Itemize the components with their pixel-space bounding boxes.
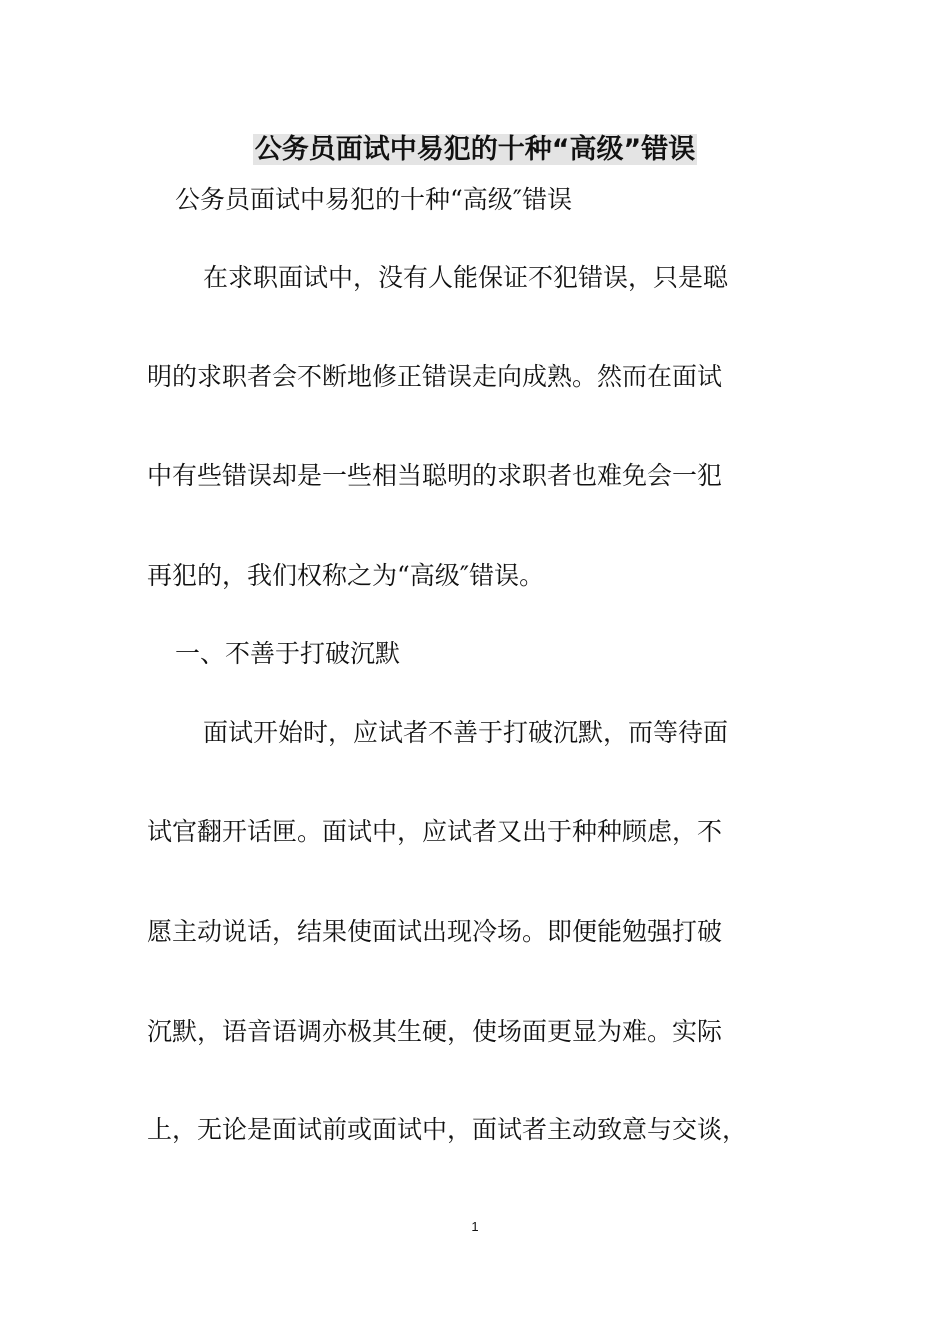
paragraph-line-6: 试官翻开话匣。面试中，应试者又出于种种顾虑，不 [147, 817, 723, 846]
paragraph-line-9: 上，无论是面试前或面试中，面试者主动致意与交谈， [147, 1115, 748, 1144]
paragraph-line-7: 愿主动说话，结果使面试出现冷场。即便能勉强打破 [147, 917, 723, 946]
document-subtitle: 公务员面试中易犯的十种“高级″错误 [175, 185, 573, 214]
paragraph-line-3: 中有些错误却是一些相当聪明的求职者也难免会一犯 [147, 461, 723, 490]
page-number: 1 [471, 1219, 479, 1234]
paragraph-line-5: 面试开始时，应试者不善于打破沉默，而等待面 [203, 718, 729, 747]
document-title-text: 公务员面试中易犯的十种“高级”错误 [254, 134, 696, 165]
document-title [0, 130, 950, 170]
paragraph-line-8: 沉默，语音语调亦极其生硬，使场面更显为难。实际 [147, 1017, 723, 1046]
paragraph-line-4: 再犯的，我们权称之为“高级″错误。 [147, 561, 545, 590]
section-heading: 一、不善于打破沉默 [175, 639, 401, 668]
paragraph-line-2: 明的求职者会不断地修正错误走向成熟。然而在面试 [147, 362, 723, 391]
paragraph-line-1: 在求职面试中，没有人能保证不犯错误，只是聪 [203, 263, 729, 292]
